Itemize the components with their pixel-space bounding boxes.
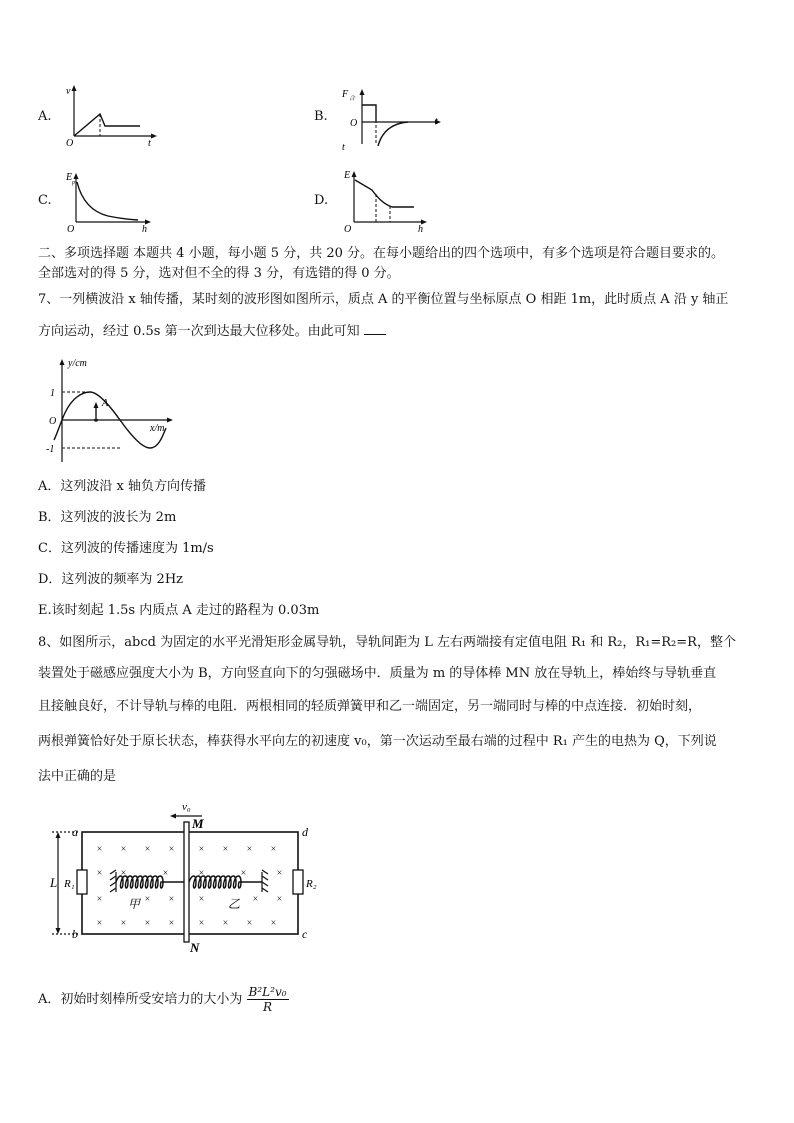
graph-c-y-sub: p	[72, 180, 75, 186]
wave-origin: O	[49, 416, 57, 427]
diagram-label-spring-yi: 乙	[228, 897, 241, 911]
svg-text:×: ×	[222, 918, 229, 929]
q8-option-a-fraction: $\frac{\text{B²L²v₀}}{R}$	[248, 985, 287, 1014]
svg-text:×: ×	[144, 844, 151, 855]
option-c-label: C.	[38, 193, 52, 208]
q7-stem-line2: 方向运动，经过 0.5s 第一次到达最大位移处。由此可知	[38, 322, 386, 342]
q7-stem-line1: 7、一列横波沿 x 轴传播，某时刻的波形图如图所示，质点 A 的平衡位置与坐标原点 O 相距 1m，此时质点 A 沿 y 轴正	[38, 292, 729, 307]
svg-text:×: ×	[162, 868, 169, 879]
svg-text:×: ×	[168, 894, 175, 905]
diagram-label-R2: R₂	[306, 878, 317, 890]
q7-wave-graph	[40, 356, 180, 466]
q7-option-d: D．这列波的频率为 2Hz	[38, 572, 184, 587]
q7-option-a: A．这列波沿 x 轴负方向传播	[38, 479, 206, 494]
graph-d-energy-height	[338, 166, 438, 232]
q7-option-b: B．这列波的波长为 2m	[38, 510, 177, 525]
svg-text:×: ×	[168, 918, 175, 929]
graph-a-y-label: v	[66, 86, 71, 97]
svg-text:×: ×	[270, 844, 277, 855]
diagram-label-spring-jia: 甲	[128, 897, 141, 911]
graph-d-x-label: h	[418, 224, 423, 232]
graph-d-origin: O	[344, 224, 352, 232]
diagram-label-v0: v₀	[182, 801, 191, 813]
graph-b-origin: O	[350, 118, 358, 129]
svg-text:×: ×	[96, 844, 103, 855]
graph-b-bottom-t: t	[342, 142, 345, 152]
svg-text:×: ×	[96, 894, 103, 905]
graph-b-y-label: F	[342, 89, 349, 100]
graph-a-velocity-time	[60, 82, 160, 148]
answer-blank	[364, 322, 386, 335]
svg-text:×: ×	[270, 918, 277, 929]
svg-text:×: ×	[198, 868, 205, 879]
wave-x-label: x/m	[150, 423, 165, 434]
svg-text:×: ×	[96, 918, 103, 929]
option-b-label: B.	[314, 109, 328, 124]
svg-text:×: ×	[96, 868, 103, 879]
q8-stem-line1: 8、如图所示，abcd 为固定的水平光滑矩形金属导轨，导轨间距为 L 左右两端接有定值电阻 R₁ 和 R₂，R₁=R₂=R，整个	[38, 635, 736, 650]
section-2-header-line2: 全部选对的得 5 分，选对但不全的得 3 分，有选错的得 0 分。	[38, 266, 400, 281]
graph-a-x-label: t	[148, 138, 151, 148]
q8-stem-line5: 法中正确的是	[38, 769, 117, 784]
svg-text:×: ×	[144, 894, 151, 905]
graph-c-y-label: E	[66, 172, 73, 183]
option-a-label: A.	[38, 109, 52, 124]
svg-text:×: ×	[198, 918, 205, 929]
svg-text:×: ×	[120, 844, 127, 855]
q7-option-e: E.该时刻起 1.5s 内质点 A 走过的路程为 0.03m	[38, 603, 320, 618]
graph-a-origin: O	[66, 138, 74, 148]
graph-c-origin: O	[67, 224, 75, 232]
q8-option-a: A．初始时刻棒所受安培力的大小为 $\frac{\text{B²L²v₀}}{R}$	[38, 985, 287, 1014]
wave-y-label: y/cm	[68, 358, 87, 369]
q7-option-c: C．这列波的传播速度为 1m/s	[38, 541, 214, 556]
q8-stem-line2: 装置处于磁感应强度大小为 B，方向竖直向下的匀强磁场中．质量为 m 的导体棒 MN 放在导轨上，棒始终与导轨垂直	[38, 666, 717, 681]
graph-d-y-label: E	[344, 170, 351, 181]
diagram-label-d: d	[302, 825, 308, 839]
svg-text:×: ×	[144, 918, 151, 929]
svg-text:×: ×	[246, 918, 253, 929]
graph-c-x-label: h	[142, 224, 147, 232]
svg-text:×: ×	[120, 868, 127, 879]
svg-text:×: ×	[246, 844, 253, 855]
q8-rail-diagram	[44, 792, 324, 952]
diagram-label-R1: R₁	[64, 878, 75, 890]
wave-point-a: A	[102, 398, 109, 409]
diagram-label-N: N	[190, 940, 200, 952]
graph-b-force-time	[338, 84, 448, 152]
graph-c-potential-height	[62, 168, 162, 232]
q8-stem-line3: 且接触良好，不计导轨与棒的电阻．两根相同的轻质弹簧甲和乙一端固定，另一端同时与棒的中点连接．初始时刻，	[38, 699, 702, 714]
svg-text:×: ×	[120, 918, 127, 929]
svg-text:×: ×	[252, 894, 259, 905]
svg-text:×: ×	[222, 844, 229, 855]
q8-stem-line4: 两根弹簧恰好处于原长状态，棒获得水平向左的初速度 v₀，第一次运动至最右端的过程中 R₁ 产生的电热为 Q，下列说	[38, 734, 717, 749]
svg-text:×: ×	[276, 868, 283, 879]
option-d-label: D.	[314, 193, 329, 208]
wave-tick-positive: 1	[50, 388, 55, 399]
graph-b-y-sub: 合	[349, 96, 356, 102]
diagram-label-a: a	[72, 825, 78, 839]
diagram-label-b: b	[72, 927, 78, 941]
diagram-label-L: L	[50, 875, 58, 890]
diagram-label-c: c	[302, 927, 308, 941]
svg-text:×: ×	[276, 894, 283, 905]
graph-b-x-label: t	[435, 116, 438, 127]
svg-text:×: ×	[168, 844, 175, 855]
svg-text:×: ×	[198, 894, 205, 905]
section-2-header-line1: 二、多项选择题 本题共 4 小题，每小题 5 分，共 20 分。在每小题给出的四个选项中，有多个选项是符合题目要求的。	[38, 246, 725, 261]
diagram-label-M: M	[192, 816, 204, 831]
svg-text:×: ×	[198, 844, 205, 855]
wave-tick-negative: -1	[46, 444, 55, 455]
svg-text:×: ×	[240, 868, 247, 879]
